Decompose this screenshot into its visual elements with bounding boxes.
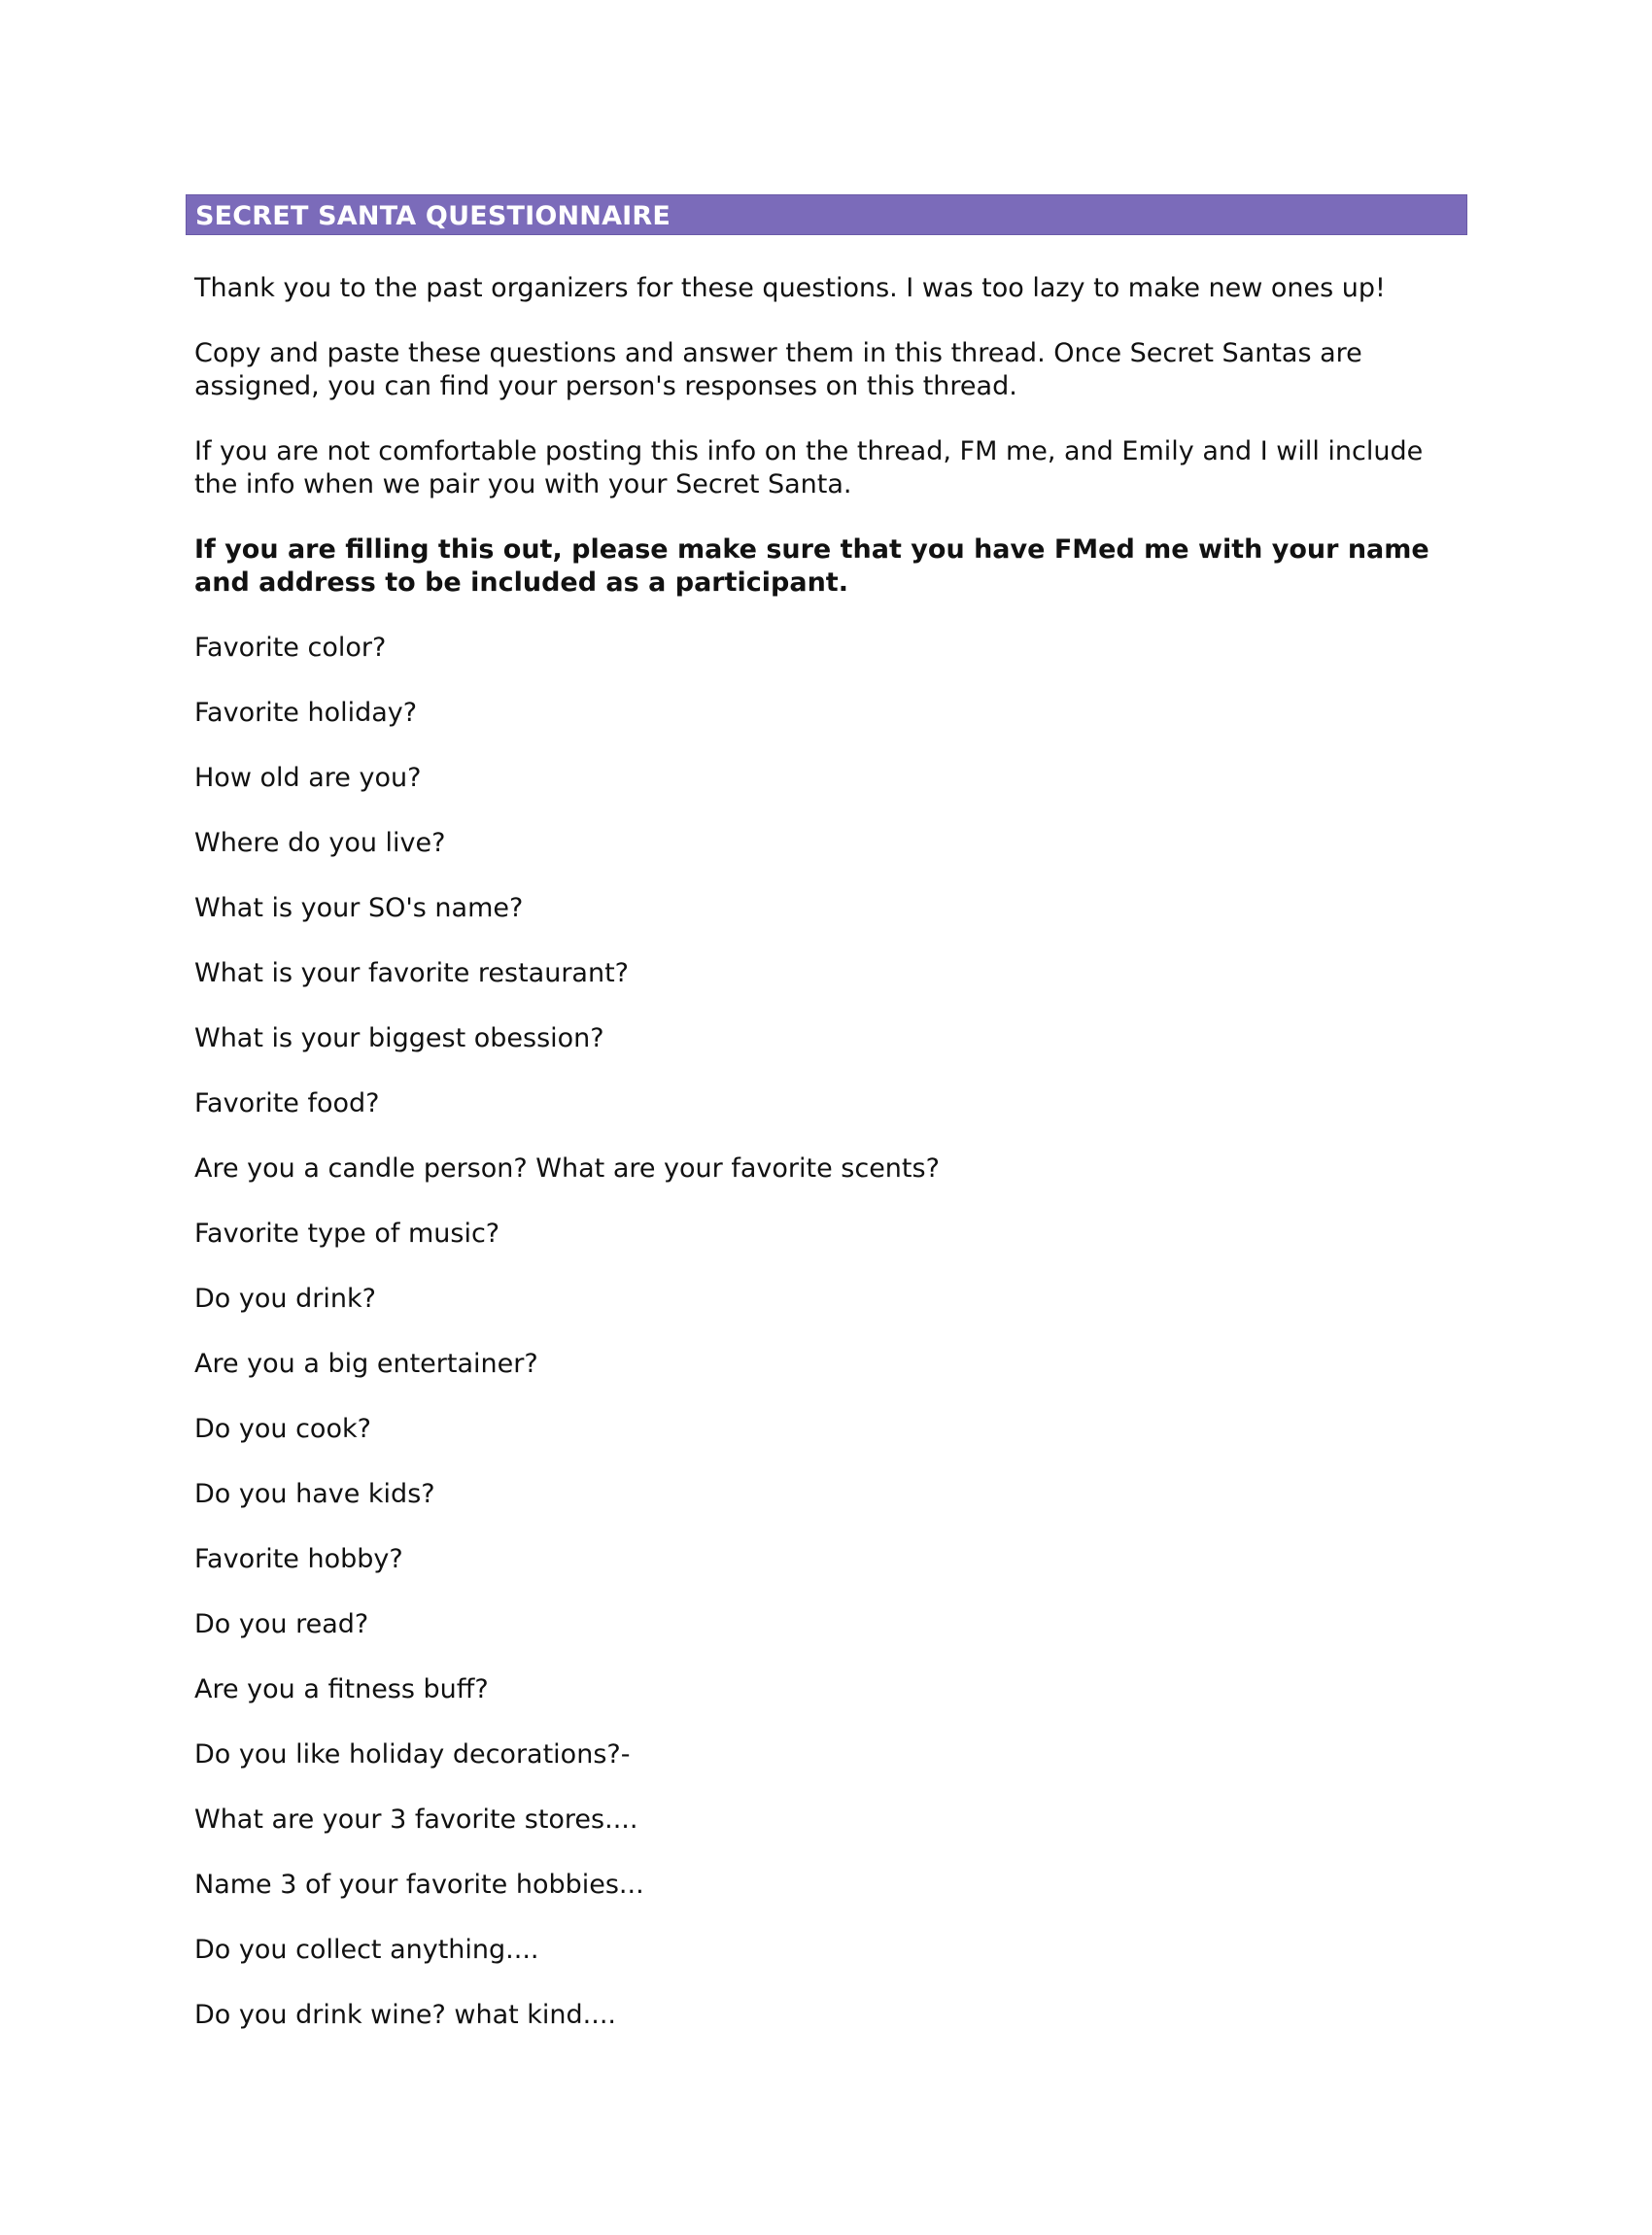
page-title: SECRET SANTA QUESTIONNAIRE	[195, 201, 671, 231]
document-body	[194, 272, 1458, 2064]
question-item: What is your SO's name?	[194, 893, 524, 923]
participant-notice: If you are filling this out, please make sure that you have FMed me with your name and address to be included as a participant.	[194, 534, 1429, 598]
question-item: Where do you live?	[194, 828, 446, 858]
question-item: What is your favorite restaurant?	[194, 958, 630, 988]
question-item: Favorite hobby?	[194, 1544, 403, 1574]
question-item: What is your biggest obession?	[194, 1023, 604, 1053]
intro-paragraph-thanks: Thank you to the past organizers for these questions. I was too lazy to make new ones up!	[194, 273, 1386, 303]
question-item: Are you a fitness buff?	[194, 1674, 489, 1704]
question-item: What are your 3 favorite stores....	[194, 1805, 638, 1835]
question-item: Do you have kids?	[194, 1479, 435, 1509]
question-item: Do you drink?	[194, 1284, 376, 1314]
title-banner	[186, 194, 1467, 235]
question-item: Do you drink wine? what kind....	[194, 2000, 617, 2030]
question-item: Favorite color?	[194, 633, 387, 663]
question-item: How old are you?	[194, 763, 422, 793]
question-item: Favorite food?	[194, 1088, 380, 1118]
question-item: Do you like holiday decorations?-	[194, 1739, 631, 1770]
question-item: Favorite holiday?	[194, 698, 418, 728]
question-item: Are you a candle person? What are your favorite scents?	[194, 1153, 940, 1184]
intro-paragraph-privacy: If you are not comfortable posting this info on the thread, FM me, and Emily and I will include the info when we pair you with your Secret Santa.	[194, 436, 1424, 499]
question-item: Do you read?	[194, 1609, 369, 1639]
question-item: Do you collect anything....	[194, 1935, 539, 1965]
question-list	[194, 632, 1458, 2032]
question-item: Favorite type of music?	[194, 1219, 500, 1249]
intro-paragraph-instructions: Copy and paste these questions and answer them in this thread. Once Secret Santas are assigned, you can find your person's responses on this thread.	[194, 338, 1362, 401]
question-item: Are you a big entertainer?	[194, 1349, 538, 1379]
question-item: Do you cook?	[194, 1414, 371, 1444]
question-item: Name 3 of your favorite hobbies...	[194, 1870, 644, 1900]
